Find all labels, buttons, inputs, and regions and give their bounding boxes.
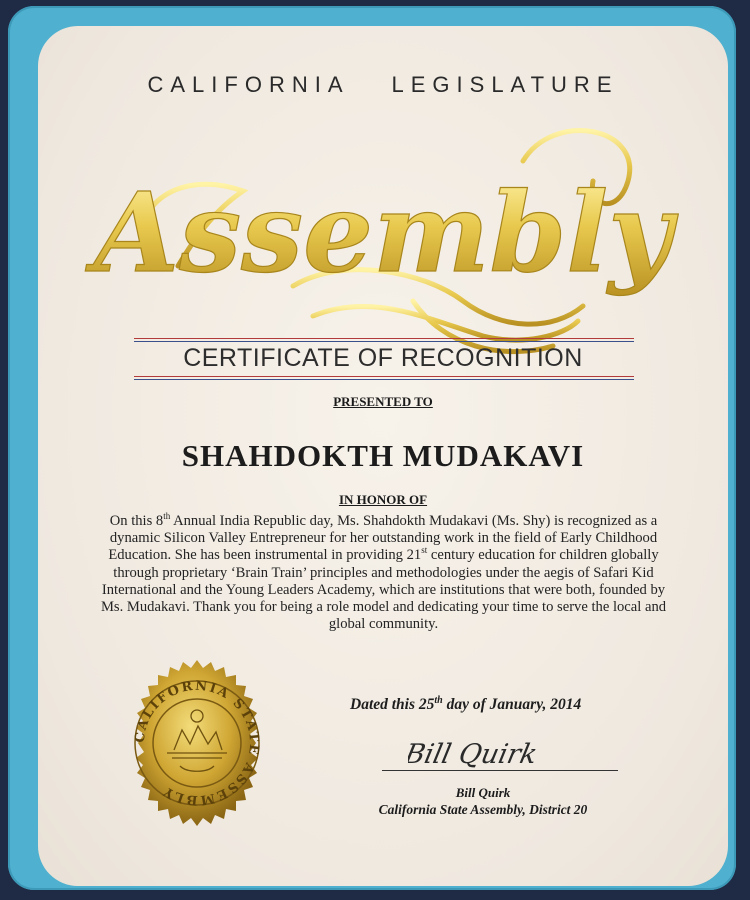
presented-to-label: PRESENTED TO [333,394,433,409]
certificate-paper [38,26,728,886]
assembly-word: Assembly [93,168,673,297]
rule-top-red [134,338,634,339]
signer-title: California State Assembly, District 20 [378,802,588,817]
handwritten-signature [408,731,608,773]
signature-script: Bill Quirk [408,739,540,770]
rule-top-blue [134,341,634,342]
certificate-frame [8,6,736,890]
rule-bottom-blue [134,379,634,380]
header-left-word: CALIFORNIA [147,72,350,97]
citation-text [96,513,671,633]
dated-sup: th [434,694,443,706]
recipient-name: SHAHDOKTH MUDAKAVI [181,438,585,473]
citation-part-1: On this 8 [109,513,164,529]
signature-line [382,770,618,771]
dated-suffix: day of January, 2014 [442,696,582,713]
header-legislature [38,72,728,98]
citation-sup-2: st [421,545,428,556]
signer-name: Bill Quirk [455,785,511,800]
citation-part-3: century education for children globally through proprietary ‘Brain Train’ principles and methodologies under the aegis of Safari Kid International and the Young Leaders Academy, which are institutions that were both, founded by Ms. Mudakavi. Thank you for being a role model and dedicating your time to serve the local and global community. [100,547,667,633]
gold-seal [112,658,282,828]
dated-line [350,696,660,714]
seal-text: CALIFORNIA STATE ASSEMBLY [132,678,262,808]
header-right-word: LEGISLATURE [391,72,619,97]
rule-bottom-red [134,376,634,377]
certificate-title: CERTIFICATE OF RECOGNITION [183,344,583,372]
assembly-emblem [38,121,728,361]
in-honor-of-label: IN HONOR OF [338,492,428,507]
dated-prefix: Dated this 25 [350,696,435,713]
citation-sup-1: th [163,511,171,522]
citation-part-2: Annual India Republic day, Ms. Shahdokth Mudakavi (Ms. Shy) is recognized as a dynamic Silicon Valley Entrepreneur for her outstanding work in the field of Early Childhood Education. She has been instrumental in providing 21 [108,513,658,564]
